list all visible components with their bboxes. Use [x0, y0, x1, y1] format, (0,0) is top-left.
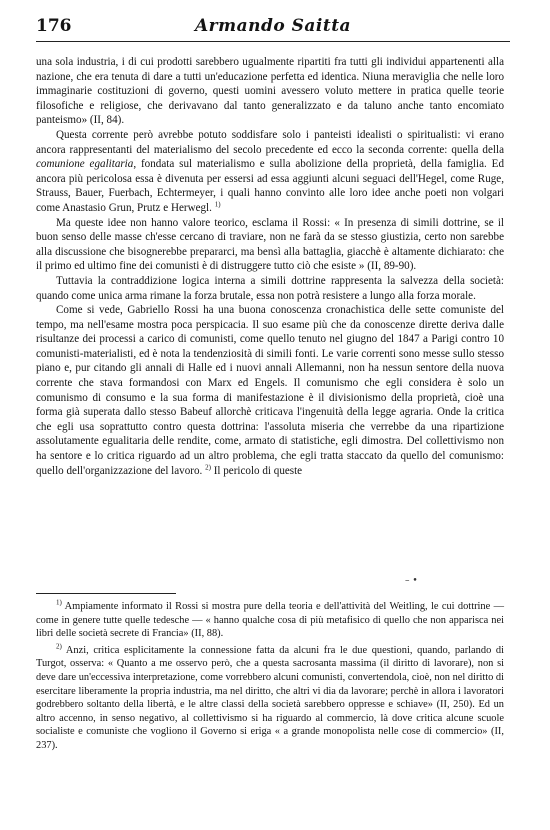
paragraph-2-text-b: , fondata sul materialismo e sulla abolizione della proprietà, della famiglia. Ed ancora più pericolosa essa è divenuta per essersi ad essa aggiunti alcuni seguaci dell'Hegel, come Ruge, Strauss, Bauer, Fuerbach, Echtermeyer, i quali hanno convinto alle loro idee anche poeti non volgari come Anastasio Grun, Prutz e Herwegl. — [36, 158, 504, 214]
footnote-2 — [36, 644, 504, 753]
footnote-2-marker: 2) — [56, 642, 62, 651]
paragraph-1 — [36, 55, 504, 128]
footnote-1-marker: 1) — [56, 598, 62, 607]
footnote-1 — [36, 600, 504, 641]
paragraph-4 — [36, 274, 504, 303]
footnotes — [36, 600, 504, 756]
paragraph-5 — [36, 303, 504, 478]
footnote-ref-1[interactable]: 1) — [214, 200, 221, 209]
page-number: 176 — [36, 16, 72, 36]
header-rule — [36, 41, 510, 42]
footnote-2-text: Anzi, critica esplicitamente la connessione fatta da alcuni fra le due questioni, quando, parlando di Turgot, osserva: « Quanto a me osservo però, che a questa sacrosanta massima (il diritto di lavorare), non si deve dare un'eccessiva interpretazione, come vorrebbero alcuni comunisti, convertendola, cioè, non nel diritto di esercitare liberamente la propria industria, ma nel diritto, che altri vi dia da lavorare; perchè in allora i lavoratori godrebbero soltanto della libertà, e le altre classi della società sarebbero oppresse e schiave» (II, 250). Ed un altro accenno, in senso negativo, al collettivismo si ha riguardo al commercio, là dove critica alcune scuole socialiste e comuniste che vogliono il Governo si eriga « a grande monopolista nelle cose di commercio» (II, 237). — [36, 644, 504, 751]
footnote-1-text: Ampiamente informato il Rossi si mostra pure della teoria e dell'attività del Weitling, le cui dottrine — come in genere tutte quelle tedesche — « hanno qualche cosa di più metafisico di quello che non apparisca nei libri delle società secrete di Francia» (II, 88). — [36, 601, 504, 640]
paragraph-5-text-a: Come si vede, Gabriello Rossi ha una buona conoscenza cronachistica delle sette comuniste del tempo, ma nell'esame mostra poca perspicacia. Il suo esame più che da conoscenze dirette deriva dalle risultanze dei processi a carico di comunisti, come quello tenuto nel giugno del 1847 a Parigi contro 10 comunisti-materialisti, ed è nota la tendenziosità di simili fonti. Le varie correnti sono messe sullo stesso piano e, pur citando gli annali di Halle ed i nuovi annali Allemanni, non ha nessun sentore della nuova corrente che stava formandosi con Marx ed Engels. Il comunismo che egli considera è solo un comunismo di consumo e la sua forma di manifestazione è il divisionismo della proprietà, cioè una forma già superata dallo stesso Babeuf allorchè criticava l'ingenuità della legge agraria. Onde la critica che egli usa soprattutto contro questa dottrina: l'assoluta miseria che verrebbe da una ripartizione assolutamente egualitaria delle rendite, come, armato di statistiche, egli dimostra. Del collettivismo non ha sentore e lo critica riguardo ad un altro problema, che egli tratta staccato da quello del comunismo: quello dell'organizzazione del lavoro. — [36, 304, 504, 477]
running-title: Armando Saitta — [194, 16, 352, 36]
paragraph-2-text-a: Questa corrente però avrebbe potuto soddisfare solo i panteisti idealisti o spiritualisti: vi erano ancora rappresentanti del materialismo del secolo precedente ed ecco la seconda corrente: quella della — [36, 128, 504, 156]
paragraph-3-text: Ma queste idee non hanno valore teorico, esclama il Rossi: « In presenza di simili dottrine, se il buon senso delle masse ch'esse cercano di traviare, non ne farà da se stesso giustizia, certo non sarebbe alla discussione che bisognerebbe prepararci, ma bensì alla battaglia, giacchè è altamente dichiarato: che il primo ed ultimo fine dei comunisti è di distruggere tutto ciò che esiste » (II, 89-90). — [36, 216, 504, 273]
footnote-rule — [36, 593, 176, 594]
paragraph-3 — [36, 216, 504, 274]
paragraph-1-text: una sola industria, i di cui prodotti sarebbero ugualmente ripartiti fra tutti gli individui appartenenti alla nazione, che era tenuta di dare a tutti un'educazione perfetta ed identica. Niuna meraviglia che nelle loro immaginarie costituzioni di governo, questi uomini avessero voluto mettere in pratica quelle teorie filosofiche e religiose, che derivavano dal tanto generalizzato e da taluno anche tanto encomiato panteismo» (II, 84). — [36, 56, 504, 127]
paragraph-5-text-b: Il pericolo di queste — [210, 464, 303, 477]
paragraph-2-emphasis: comunione egalitaria — [36, 158, 134, 171]
paragraph-2 — [36, 128, 504, 216]
print-speck: – • — [405, 576, 418, 586]
page-header — [36, 14, 510, 38]
footnote-ref-2[interactable]: 2) — [205, 462, 211, 471]
body-text — [36, 55, 504, 478]
paragraph-4-text: Tuttavia la contraddizione logica interna a simili dottrine rappresenta la salvezza della società: quando come unica arma rimane la forza brutale, essa non potrà resistere a lungo alla forza morale. — [36, 274, 504, 302]
